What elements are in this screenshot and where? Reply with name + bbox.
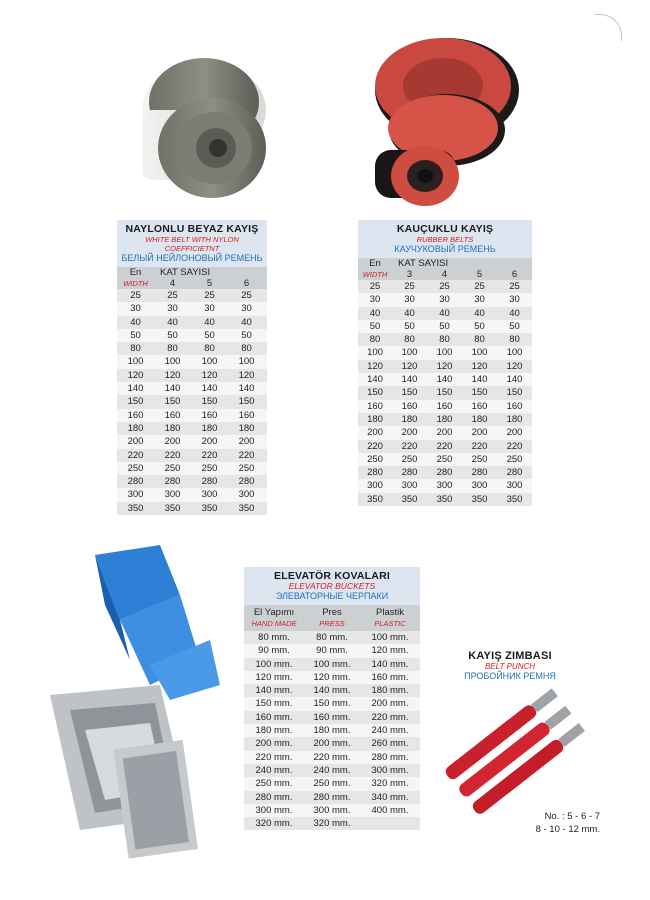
rubber-cell: 220	[506, 440, 523, 452]
rubber-cell: 140	[401, 374, 418, 386]
elevator-cell: 320 mm.	[313, 818, 351, 830]
nylon-cell: 25	[204, 290, 215, 301]
elevator-cell: 80 mm.	[316, 632, 348, 643]
rubber-cell: 120	[471, 360, 488, 372]
elevator-title: ELEVATÖR KOVALARI	[274, 570, 390, 582]
nylon-cell: 280	[127, 476, 144, 488]
nylon-cell: 80	[167, 343, 178, 355]
elevator-cell: 240 mm.	[371, 725, 409, 737]
elevator-column-header	[244, 605, 420, 631]
rubber-row	[358, 307, 532, 320]
elevator-col-handmade: El Yapımı	[253, 607, 295, 618]
nylon-cell: 40	[241, 316, 252, 328]
rubber-cell: 80	[474, 334, 485, 346]
rubber-ply-4: 4	[441, 269, 448, 280]
nylon-belt-roll-image	[112, 40, 282, 210]
nylon-row	[117, 449, 267, 462]
rubber-row	[358, 453, 532, 466]
nylon-row	[117, 395, 267, 408]
nylon-column-header	[117, 267, 267, 289]
nylon-cell: 180	[238, 422, 255, 434]
elevator-buckets-image	[40, 545, 240, 865]
rubber-cell: 250	[367, 453, 383, 465]
rubber-cell: 220	[471, 440, 488, 452]
rubber-row	[358, 493, 532, 506]
elevator-cell: 280 mm.	[371, 751, 409, 763]
nylon-cell: 120	[164, 369, 181, 381]
elevator-row	[244, 658, 420, 671]
rubber-cell: 350	[367, 493, 383, 505]
rubber-head-kat: KAT SAYISI	[398, 258, 449, 269]
elevator-cell: 260 mm.	[371, 738, 409, 750]
rubber-cell: 350	[436, 493, 453, 505]
punch-sizes	[505, 810, 600, 836]
rubber-cell: 300	[436, 480, 453, 492]
elevator-table-header	[244, 567, 420, 605]
elevator-col-plastic: Plastik	[376, 607, 404, 618]
elevator-cell: 340 mm.	[371, 791, 409, 803]
rubber-cell: 160	[367, 400, 383, 412]
elevator-cell: 120 mm.	[313, 671, 351, 683]
rubber-cell: 25	[439, 281, 450, 292]
elevator-col-press: Pres	[322, 607, 342, 618]
nylon-cell: 100	[127, 356, 144, 368]
elevator-cell: 100 mm.	[255, 658, 293, 670]
rubber-cell: 25	[474, 281, 485, 292]
rubber-cell: 140	[471, 374, 488, 386]
rubber-cell: 25	[509, 281, 520, 292]
rubber-cell: 40	[369, 307, 381, 319]
nylon-cell: 220	[164, 449, 181, 461]
nylon-cell: 100	[201, 356, 218, 368]
rubber-row	[358, 386, 532, 399]
rubber-cell: 300	[506, 480, 523, 492]
nylon-row	[117, 382, 267, 395]
elevator-col-plastic-en: PLASTIC	[374, 619, 406, 628]
elevator-subtitle-ru: ЭЛЕВАТОРНЫЕ ЧЕРПАКИ	[275, 591, 389, 601]
rubber-table-header	[358, 220, 532, 258]
rubber-cell: 30	[509, 294, 520, 306]
rubber-row	[358, 346, 532, 359]
nylon-cell: 280	[238, 476, 255, 488]
rubber-cell: 120	[506, 360, 523, 372]
nylon-cell: 40	[167, 316, 178, 328]
nylon-row	[117, 488, 267, 501]
nylon-table-header	[117, 220, 267, 267]
elevator-cell: 100 mm.	[371, 632, 409, 643]
elevator-cell: 220 mm.	[255, 751, 293, 763]
nylon-row	[117, 422, 267, 435]
nylon-cell: 100	[164, 356, 181, 368]
elevator-cell: 240 mm.	[255, 764, 293, 776]
nylon-cell: 200	[127, 436, 144, 448]
elevator-row	[244, 804, 420, 817]
rubber-cell: 250	[436, 453, 453, 465]
elevator-row	[244, 737, 420, 750]
nylon-cell: 300	[164, 489, 181, 501]
rubber-cell: 220	[367, 440, 383, 452]
page-corner-decoration	[595, 14, 622, 41]
nylon-cell: 100	[238, 356, 255, 368]
rubber-cell: 100	[367, 347, 383, 359]
rubber-row	[358, 293, 532, 306]
rubber-cell: 80	[404, 334, 415, 346]
rubber-ply-5: 5	[476, 269, 483, 280]
nylon-cell: 350	[201, 502, 218, 514]
nylon-cell: 300	[201, 489, 218, 501]
rubber-cell: 220	[436, 440, 453, 452]
nylon-cell: 160	[201, 409, 218, 421]
rubber-cell: 140	[367, 374, 383, 386]
rubber-subtitle-en: RUBBER BELTS	[416, 235, 474, 244]
rubber-ply-6: 6	[511, 269, 518, 280]
nylon-cell: 80	[204, 343, 215, 355]
nylon-ply-6: 6	[243, 278, 250, 289]
nylon-cell: 220	[238, 449, 255, 461]
rubber-cell: 300	[401, 480, 418, 492]
elevator-cell: 220 mm.	[371, 711, 409, 723]
rubber-cell: 100	[506, 347, 523, 359]
rubber-cell: 80	[439, 334, 450, 346]
rubber-cell: 160	[436, 400, 453, 412]
rubber-cell: 50	[474, 320, 485, 332]
rubber-row	[358, 320, 532, 333]
rubber-subtitle-ru: КАУЧУКОВЫЙ РЕМЕНЬ	[394, 244, 496, 254]
nylon-cell: 160	[238, 409, 255, 421]
rubber-head-en: En	[369, 258, 381, 269]
belt-punch-image	[440, 680, 600, 830]
elevator-cell: 400 mm.	[371, 804, 409, 816]
rubber-cell: 25	[404, 281, 415, 292]
elevator-cell: 180 mm.	[255, 725, 293, 737]
rubber-cell: 40	[404, 307, 415, 319]
elevator-cell: 180 mm.	[371, 685, 409, 697]
rubber-row	[358, 466, 532, 479]
rubber-cell: 180	[471, 413, 488, 425]
elevator-row	[244, 764, 420, 777]
nylon-row	[117, 289, 267, 302]
nylon-cell: 250	[201, 462, 218, 474]
rubber-cell: 300	[471, 480, 488, 492]
rubber-cell: 30	[404, 294, 415, 306]
nylon-cell: 300	[238, 489, 255, 501]
rubber-cell: 150	[506, 387, 523, 399]
rubber-row	[358, 280, 532, 293]
rubber-title: KAUÇUKLU KAYIŞ	[396, 223, 494, 235]
elevator-subtitle-en: ELEVATOR BUCKETS	[288, 581, 376, 591]
nylon-row	[117, 462, 267, 475]
elevator-row	[244, 817, 420, 830]
rubber-row	[358, 400, 532, 413]
rubber-cell: 30	[474, 294, 485, 306]
nylon-cell: 40	[204, 316, 215, 328]
rubber-cell: 350	[401, 493, 418, 505]
rubber-row	[358, 440, 532, 453]
nylon-cell: 120	[201, 369, 218, 381]
nylon-cell: 50	[241, 329, 252, 341]
nylon-row	[117, 369, 267, 382]
rubber-cell: 50	[369, 320, 381, 332]
elevator-cell: 300 mm.	[255, 804, 293, 816]
nylon-cell: 220	[201, 449, 218, 461]
nylon-cell: 180	[201, 422, 218, 434]
elevator-cell: 160 mm.	[371, 671, 409, 683]
nylon-cell: 140	[201, 383, 218, 395]
nylon-cell: 150	[164, 396, 181, 408]
nylon-cell: 30	[167, 303, 178, 315]
nylon-cell: 140	[238, 383, 255, 395]
rubber-cell: 150	[367, 387, 383, 399]
elevator-cell: 220 mm.	[313, 751, 351, 763]
rubber-cell: 250	[471, 453, 488, 465]
elevator-cell: 90 mm.	[258, 645, 290, 657]
elevator-row	[244, 724, 420, 737]
elevator-cell	[360, 817, 420, 830]
rubber-cell: 160	[471, 400, 488, 412]
rubber-cell: 200	[367, 427, 383, 439]
rubber-cell: 150	[436, 387, 453, 399]
punch-subtitle-ru: ПРОБОЙНИК РЕМНЯ	[464, 671, 556, 681]
elevator-cell: 300 mm.	[313, 804, 351, 816]
rubber-cell: 160	[401, 400, 418, 412]
elevator-cell: 320 mm.	[255, 818, 293, 830]
rubber-cell: 120	[401, 360, 418, 372]
nylon-cell: 150	[127, 396, 144, 408]
elevator-rows	[244, 631, 420, 830]
nylon-cell: 80	[130, 343, 141, 355]
rubber-cell: 200	[471, 427, 488, 439]
elevator-cell: 280 mm.	[255, 791, 293, 803]
punch-subtitle-en: BELT PUNCH	[484, 662, 536, 671]
rubber-row	[358, 373, 532, 386]
rubber-rows	[358, 280, 532, 506]
nylon-title: NAYLONLU BEYAZ KAYIŞ	[125, 223, 259, 235]
elevator-row	[244, 644, 420, 657]
nylon-cell: 220	[127, 449, 144, 461]
punch-sizes-line2: 8 - 10 - 12 mm.	[535, 824, 600, 835]
rubber-cell: 40	[474, 307, 485, 319]
elevator-cell: 140 mm.	[255, 685, 293, 697]
nylon-cell: 40	[130, 316, 141, 328]
nylon-cell: 150	[238, 396, 255, 408]
elevator-row	[244, 711, 420, 724]
nylon-row	[117, 302, 267, 315]
belt-punch-caption	[430, 650, 590, 682]
rubber-cell: 100	[471, 347, 488, 359]
nylon-cell: 160	[127, 409, 144, 421]
elevator-row	[244, 751, 420, 764]
elevator-row	[244, 671, 420, 684]
elevator-cell: 240 mm.	[313, 764, 351, 776]
nylon-cell: 50	[167, 329, 178, 341]
rubber-cell: 120	[436, 360, 453, 372]
nylon-cell: 30	[130, 303, 141, 315]
rubber-row	[358, 479, 532, 492]
rubber-cell: 150	[401, 387, 418, 399]
rubber-row	[358, 426, 532, 439]
elevator-cell: 90 mm.	[316, 645, 348, 657]
punch-title: KAYIŞ ZIMBASI	[468, 650, 552, 662]
rubber-cell: 180	[401, 413, 418, 425]
nylon-rows	[117, 289, 267, 515]
rubber-cell: 200	[436, 427, 453, 439]
nylon-cell: 150	[201, 396, 218, 408]
nylon-cell: 250	[238, 462, 255, 474]
nylon-row	[117, 329, 267, 342]
elevator-cell: 80 mm.	[258, 632, 290, 643]
nylon-cell: 200	[164, 436, 181, 448]
rubber-cell: 160	[506, 400, 523, 412]
nylon-ply-5: 5	[206, 278, 213, 289]
elevator-cell: 200 mm.	[313, 738, 351, 750]
elevator-cell: 180 mm.	[313, 725, 351, 737]
rubber-cell: 250	[506, 453, 523, 465]
elevator-cell: 120 mm.	[255, 671, 293, 683]
nylon-subtitle-ru: БЕЛЫЙ НЕЙЛОНОВЫЙ РЕМЕНЬ	[121, 253, 263, 263]
rubber-row	[358, 413, 532, 426]
rubber-cell: 280	[367, 467, 383, 479]
rubber-cell: 150	[471, 387, 488, 399]
elevator-cell: 200 mm.	[371, 698, 409, 710]
nylon-cell: 200	[238, 436, 255, 448]
nylon-cell: 350	[238, 502, 255, 514]
rubber-cell: 280	[471, 467, 488, 479]
rubber-cell: 100	[401, 347, 418, 359]
nylon-ply-4: 4	[169, 278, 176, 289]
nylon-cell: 30	[241, 303, 252, 315]
elevator-cell: 280 mm.	[313, 791, 351, 803]
elevator-cell: 160 mm.	[255, 711, 293, 723]
elevator-row	[244, 684, 420, 697]
rubber-cell: 30	[369, 294, 381, 306]
elevator-cell: 300 mm.	[371, 764, 409, 776]
elevator-cell: 140 mm.	[313, 685, 351, 697]
elevator-cell: 320 mm.	[371, 778, 409, 790]
rubber-head-width: WIDTH	[362, 270, 388, 279]
rubber-cell: 250	[401, 453, 418, 465]
nylon-cell: 30	[204, 303, 215, 315]
nylon-head-kat: KAT SAYISI	[160, 267, 211, 278]
nylon-head-en: En	[129, 267, 142, 278]
nylon-cell: 350	[164, 502, 181, 514]
nylon-cell: 50	[204, 329, 215, 341]
nylon-cell: 160	[164, 409, 181, 421]
elevator-cell: 250 mm.	[313, 778, 351, 790]
punch-sizes-line1: No. : 5 - 6 - 7	[544, 811, 600, 822]
elevator-row	[244, 631, 420, 644]
rubber-cell: 180	[367, 413, 383, 425]
rubber-cell: 40	[439, 307, 450, 319]
rubber-cell: 30	[439, 294, 450, 306]
nylon-head-width: WIDTH	[123, 279, 148, 288]
rubber-cell: 200	[506, 427, 523, 439]
elevator-cell: 250 mm.	[255, 778, 293, 790]
nylon-cell: 120	[238, 369, 255, 381]
rubber-cell: 80	[509, 334, 520, 346]
elevator-bucket-table	[244, 567, 420, 830]
rubber-cell: 120	[367, 360, 383, 372]
nylon-cell: 350	[127, 502, 144, 514]
rubber-cell: 40	[509, 307, 520, 319]
nylon-row	[117, 316, 267, 329]
nylon-cell: 180	[127, 422, 144, 434]
rubber-cell: 350	[471, 493, 488, 505]
rubber-cell: 280	[401, 467, 418, 479]
rubber-cell: 50	[404, 320, 415, 332]
rubber-cell: 220	[401, 440, 418, 452]
elevator-cell: 140 mm.	[371, 658, 409, 670]
rubber-cell: 80	[369, 334, 381, 346]
rubber-cell: 350	[506, 493, 523, 505]
rubber-cell: 200	[401, 427, 418, 439]
nylon-cell: 50	[130, 329, 141, 341]
elevator-col-handmade-en: HAND MADE	[251, 619, 297, 628]
elevator-cell: 150 mm.	[313, 698, 351, 710]
rubber-cell: 50	[439, 320, 450, 332]
rubber-cell: 140	[506, 374, 523, 386]
rubber-column-header	[358, 258, 532, 280]
nylon-cell: 80	[241, 343, 252, 355]
nylon-subtitle-en: WHITE BELT WITH NYLON COEFFICIETNT	[145, 235, 239, 253]
nylon-row	[117, 475, 267, 488]
rubber-cell: 300	[367, 480, 383, 492]
elevator-row	[244, 777, 420, 790]
nylon-cell: 140	[127, 383, 144, 395]
elevator-cell: 200 mm.	[255, 738, 293, 750]
elevator-cell: 100 mm.	[313, 658, 351, 670]
nylon-row	[117, 435, 267, 448]
rubber-row	[358, 333, 532, 346]
elevator-cell: 120 mm.	[371, 645, 409, 657]
nylon-cell: 250	[127, 462, 144, 474]
nylon-row	[117, 342, 267, 355]
rubber-cell: 25	[369, 281, 381, 292]
rubber-cell: 180	[436, 413, 453, 425]
nylon-cell: 120	[127, 369, 144, 381]
nylon-cell: 25	[130, 290, 141, 301]
nylon-cell: 300	[127, 489, 144, 501]
nylon-cell: 140	[164, 383, 181, 395]
rubber-cell: 50	[509, 320, 520, 332]
elevator-col-press-en: PRESS	[319, 619, 345, 628]
rubber-ply-3: 3	[406, 269, 413, 280]
rubber-cell: 280	[436, 467, 453, 479]
nylon-cell: 180	[164, 422, 181, 434]
nylon-cell: 280	[201, 476, 218, 488]
rubber-cell: 280	[506, 467, 523, 479]
rubber-cell: 100	[436, 347, 453, 359]
rubber-cell: 140	[436, 374, 453, 386]
rubber-row	[358, 360, 532, 373]
rubber-belt-roll-image	[355, 30, 535, 215]
nylon-belt-table	[117, 220, 267, 515]
nylon-cell: 25	[167, 290, 178, 301]
elevator-cell: 150 mm.	[255, 698, 293, 710]
nylon-cell: 280	[164, 476, 181, 488]
nylon-row	[117, 502, 267, 515]
nylon-cell: 250	[164, 462, 181, 474]
nylon-cell: 200	[201, 436, 218, 448]
nylon-cell: 25	[241, 290, 252, 301]
elevator-cell: 160 mm.	[313, 711, 351, 723]
elevator-row	[244, 697, 420, 710]
nylon-row	[117, 355, 267, 368]
rubber-cell: 180	[506, 413, 523, 425]
nylon-row	[117, 409, 267, 422]
elevator-row	[244, 791, 420, 804]
rubber-belt-table	[358, 220, 532, 506]
